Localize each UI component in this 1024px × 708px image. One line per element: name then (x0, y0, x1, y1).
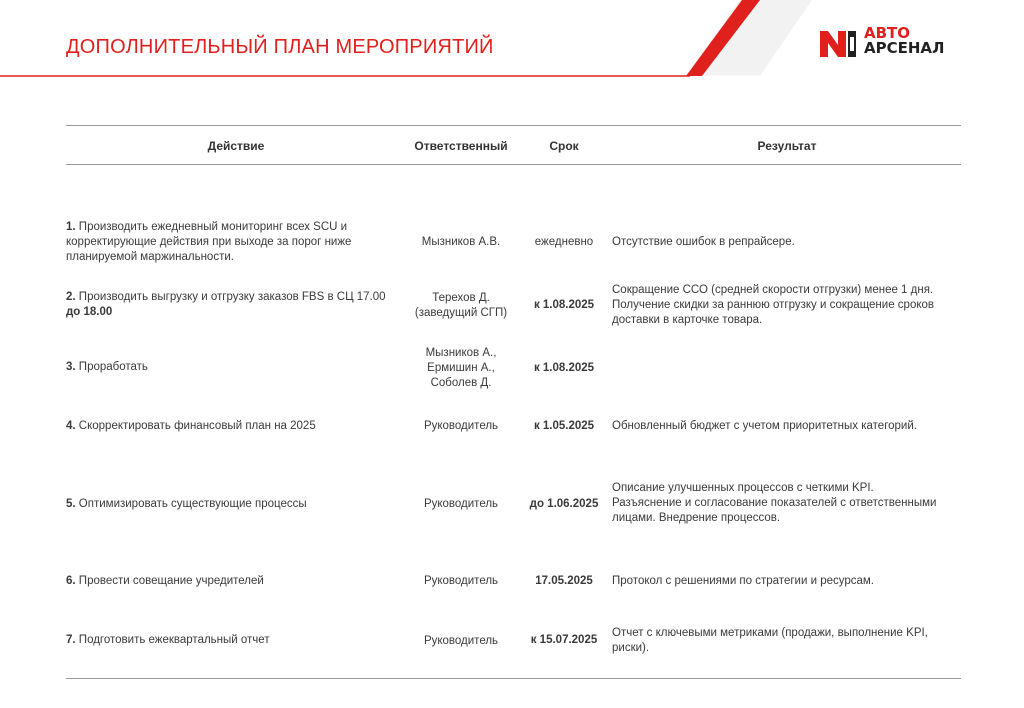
row-2-term: к 1.08.2025 (533, 299, 595, 311)
row-6-result: Протокол с решениями по стратегии и ресурсам. (612, 575, 875, 587)
table-header-rule (66, 164, 961, 165)
row-1-term: ежедневно (534, 236, 594, 248)
logo-mark-icon (818, 27, 858, 59)
row-2-action: 2. Производить выгрузку и отгрузку заказов FBS в СЦ 17.00 до 18.00 (66, 291, 386, 318)
row-6-action: 6. Провести совещание учредителей (66, 575, 264, 587)
row-7-result: Отчет с ключевыми метриками (продажи, выполнение KPI, риски). (612, 627, 928, 654)
row-4-responsible: Руководитель (423, 420, 499, 432)
table-top-rule (66, 125, 961, 126)
column-header-term: Срок (549, 139, 579, 153)
row-7-responsible: Руководитель (423, 635, 499, 647)
row-2-responsible: Терехов Д. (заведущий СГП) (414, 292, 508, 319)
row-7-action: 7. Подготовить ежеквартальный отчет (66, 634, 270, 646)
row-7-term: к 15.07.2025 (530, 634, 598, 646)
row-5-result: Описание улучшенных процессов с четкими KPI. Разъяснение и согласование показателей с ответственными лицами. Внедрение процессов. (612, 482, 937, 524)
row-4-term: к 1.05.2025 (533, 420, 595, 432)
row-3-term: к 1.08.2025 (533, 362, 595, 374)
slide-header (0, 0, 1024, 80)
table-bottom-rule (66, 678, 961, 679)
row-6-term: 17.05.2025 (535, 575, 593, 587)
row-5-responsible: Руководитель (423, 498, 499, 510)
page-title: ДОПОЛНИТЕЛЬНЫЙ ПЛАН МЕРОПРИЯТИЙ (66, 36, 494, 58)
column-header-responsible: Ответственный (414, 139, 508, 153)
row-3-action: 3. Проработать (66, 361, 148, 373)
row-2-result: Сокращение ССО (средней скорости отгрузки) менее 1 дня. Получение скидки за раннюю отгрузку и сокращение сроков доставки в карточке товара. (612, 284, 935, 326)
row-5-action: 5. Оптимизировать существующие процессы (66, 498, 307, 510)
row-1-responsible: Мызников А.В. (421, 236, 501, 248)
row-6-responsible: Руководитель (423, 575, 499, 587)
row-5-term: до 1.06.2025 (529, 498, 599, 510)
row-4-result: Обновленный бюджет с учетом приоритетных категорий. (612, 420, 917, 432)
row-1-result: Отсутствие ошибок в репрайсере. (612, 236, 795, 248)
column-header-result: Результат (757, 139, 817, 153)
column-header-action: Действие (207, 139, 265, 153)
company-logo (818, 25, 968, 61)
row-1-action: 1. Производить ежедневный мониторинг всех SCU и корректирующие действия при выходе за порог ниже планируемой маржинальности. (66, 221, 352, 263)
row-4-action: 4. Скорректировать финансовый план на 2025 (66, 420, 316, 432)
row-3-responsible: Мызников А., Ермишин А., Соболев Д. (425, 347, 497, 389)
logo-line-1: АВТО (864, 24, 911, 42)
logo-line-2: АРСЕНАЛ (864, 39, 945, 57)
